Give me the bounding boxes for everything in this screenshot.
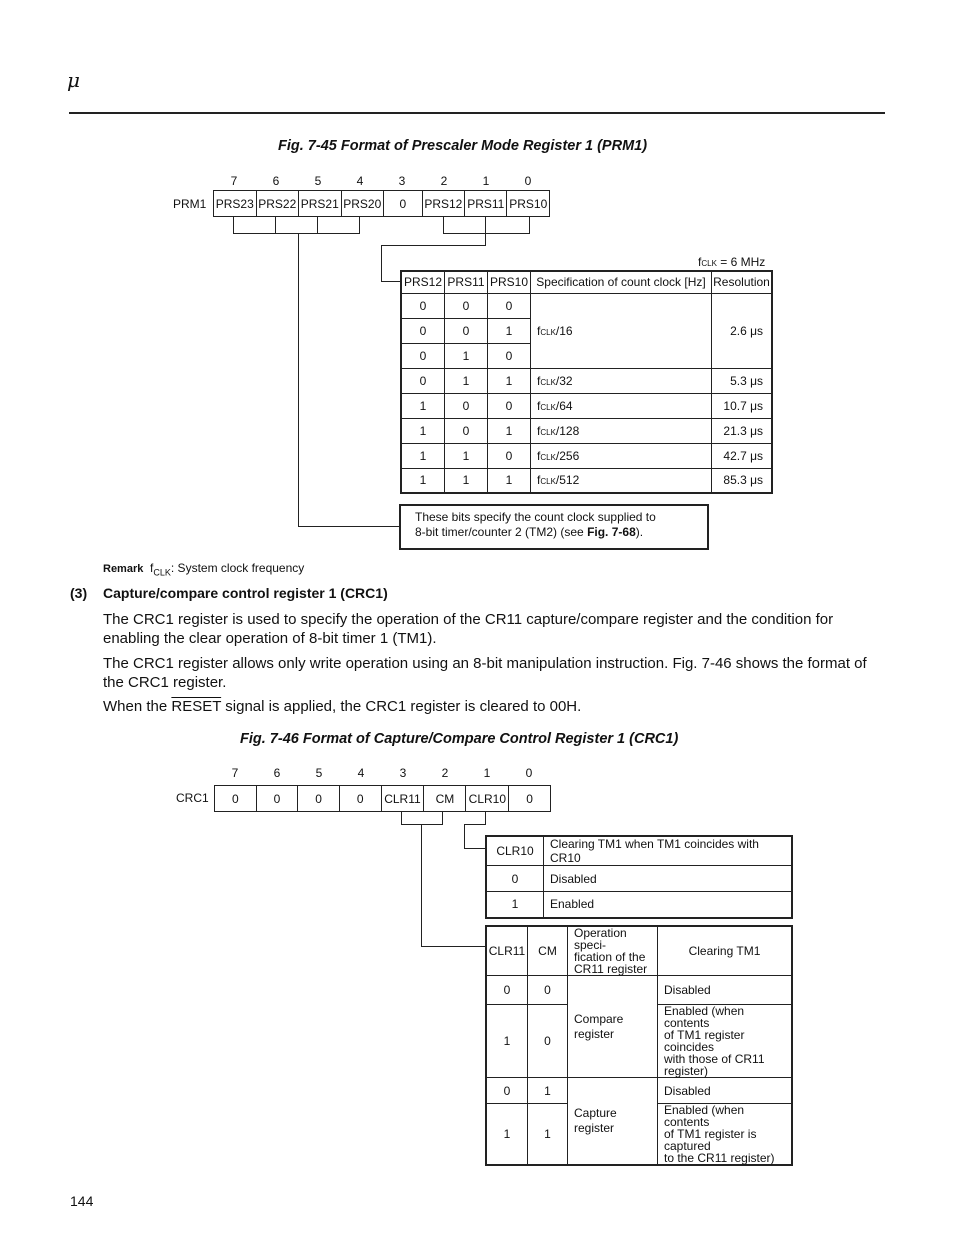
remark-text: : System clock frequency: [170, 561, 305, 575]
fclk-note-val: = 6 MHz: [716, 255, 766, 269]
prs-cell: 1: [401, 443, 445, 468]
remark-sub: CLK: [153, 567, 171, 578]
wire: [233, 217, 234, 234]
bit-cell: PRS10: [507, 191, 550, 217]
prs-header: Resolution: [712, 271, 773, 293]
clr11-cell: Disabled: [658, 976, 793, 1005]
prs-table: [400, 270, 773, 494]
op-compare: Compare register: [568, 976, 658, 1078]
bit-cell: PRS22: [256, 191, 299, 217]
bit-number: 4: [357, 766, 365, 780]
prs-cell: 1: [488, 368, 531, 393]
prs-header: Specification of count clock [Hz]: [531, 271, 712, 293]
bit-cell: CLR10: [466, 786, 509, 812]
fig45-bit-numbers: [213, 174, 549, 188]
prs-cell: 0: [401, 318, 445, 343]
bit-cell: PRS12: [422, 191, 465, 217]
prs-cell: 0: [445, 293, 488, 318]
mu-symbol: μ: [67, 68, 80, 92]
prs-header: PRS11: [445, 271, 488, 293]
clr11-cell: 0: [486, 976, 528, 1005]
clr11-cell: Disabled: [658, 1078, 793, 1104]
fclk-note-sym: f: [698, 255, 702, 269]
res-cell: 42.7 μs: [712, 443, 773, 468]
clr10-cell: Enabled: [544, 892, 793, 918]
prs-cell: 0: [445, 318, 488, 343]
wire: [317, 217, 318, 234]
bit-cell: 0: [256, 786, 298, 812]
bit-number: 1: [482, 174, 490, 188]
fig46-bit-numbers: [214, 766, 550, 780]
prs-cell: 1: [445, 443, 488, 468]
wire: [381, 245, 382, 281]
wire: [464, 848, 485, 849]
prs-cell: 1: [445, 343, 488, 368]
bit-number: 6: [272, 174, 280, 188]
wire: [401, 811, 402, 825]
wire: [421, 946, 485, 947]
wire: [381, 281, 400, 282]
prs-cell: 1: [401, 393, 445, 418]
prs-cell: 0: [488, 343, 531, 368]
clr11-header: Operation speci- fication of the CR11 register: [568, 926, 658, 976]
clr10-cell: 1: [486, 892, 544, 918]
bit-number: 0: [525, 766, 533, 780]
clr11-cell: 0: [528, 976, 568, 1005]
wire: [464, 824, 465, 849]
wire: [401, 824, 443, 825]
wire: [421, 824, 422, 947]
prs-cell: 0: [488, 393, 531, 418]
spec-cell: fCLK/64: [531, 393, 712, 418]
wire: [298, 233, 299, 526]
prs-cell: 1: [401, 468, 445, 493]
bit-number: 4: [356, 174, 364, 188]
op-capture: Capture register: [568, 1078, 658, 1166]
bit-cell: CLR11: [381, 786, 424, 812]
fig45-caption: Fig. 7-45 Format of Prescaler Mode Register 1 (PRM1): [278, 138, 648, 154]
prs-header: PRS12: [401, 271, 445, 293]
fclk-note: [698, 255, 765, 269]
bit-number: 6: [273, 766, 281, 780]
wire: [442, 811, 443, 825]
prm1-register: [213, 190, 550, 217]
section-title: Capture/compare control register 1 (CRC1): [103, 585, 388, 601]
prs-cell: 1: [401, 418, 445, 443]
prs-cell: 0: [401, 343, 445, 368]
wire: [359, 217, 360, 234]
clr11-cell: 1: [528, 1078, 568, 1104]
clr11-cell: 0: [486, 1078, 528, 1104]
wire: [233, 233, 360, 234]
prs-cell: 0: [488, 443, 531, 468]
wire: [485, 811, 486, 825]
bit-cell: 0: [339, 786, 381, 812]
clr10-cell: 0: [486, 866, 544, 892]
bit-cell: CM: [424, 786, 466, 812]
page-number: 144: [70, 1193, 94, 1209]
spec-cell: fCLK/128: [531, 418, 712, 443]
bit-number: 3: [399, 766, 407, 780]
wire: [529, 217, 530, 234]
prs-cell: 0: [401, 293, 445, 318]
res-cell: 10.7 μs: [712, 393, 773, 418]
header-rule: [69, 112, 885, 114]
clr11-cell: 1: [486, 1005, 528, 1078]
bit-cell: 0: [215, 786, 257, 812]
bit-cell: PRS20: [341, 191, 384, 217]
prs-cell: 1: [445, 368, 488, 393]
wire: [443, 217, 444, 234]
prs-cell: 1: [488, 318, 531, 343]
paragraph-2: The CRC1 register allows only write operation using an 8-bit manipulation instruction. Fig. 7-46 shows the format of the CRC1 register.: [103, 655, 867, 691]
bit-number: 5: [315, 766, 323, 780]
res-cell: 21.3 μs: [712, 418, 773, 443]
clr10-table: [485, 835, 793, 919]
bit-cell: PRS23: [214, 191, 257, 217]
prs-cell: 0: [445, 418, 488, 443]
prs-cell: 0: [401, 368, 445, 393]
clr10-cell: Disabled: [544, 866, 793, 892]
bit-number: 7: [230, 174, 238, 188]
prs-header: PRS10: [488, 271, 531, 293]
spec-cell: fCLK/256: [531, 443, 712, 468]
wire: [443, 233, 530, 234]
bit-number: 5: [314, 174, 322, 188]
clr11-cell: 0: [528, 1005, 568, 1078]
note-line-1: These bits specify the count clock supplied to: [415, 510, 656, 524]
bit-cell: 0: [298, 786, 340, 812]
remark: [103, 561, 304, 577]
bit-number: 0: [524, 174, 532, 188]
bit-cell: 0: [509, 786, 551, 812]
spec-cell: fCLK/32: [531, 368, 712, 393]
wire: [485, 217, 486, 245]
fig46-caption: Fig. 7-46 Format of Capture/Compare Control Register 1 (CRC1): [240, 731, 679, 747]
prs-cell: 1: [488, 418, 531, 443]
section-number: (3): [70, 585, 88, 601]
res-cell: 2.6 μs: [712, 293, 773, 368]
clr11-table: [485, 925, 793, 1166]
prs-cell: 1: [488, 468, 531, 493]
remark-label: Remark: [103, 563, 144, 575]
bit-number: 1: [483, 766, 491, 780]
clr11-header: CLR11: [486, 926, 528, 976]
wire: [298, 526, 400, 527]
bit-cell: PRS21: [299, 191, 342, 217]
spec-cell: fCLK/16: [531, 293, 712, 368]
clr10-header: Clearing TM1 when TM1 coincides with CR10: [544, 836, 793, 866]
note-line-2: 8-bit timer/counter 2 (TM2) (see Fig. 7-68).: [415, 525, 644, 539]
res-cell: 85.3 μs: [712, 468, 773, 493]
wire: [275, 217, 276, 234]
bit-number: 3: [398, 174, 406, 188]
paragraph-3: When the RESET signal is applied, the CRC1 register is cleared to 00H.: [103, 698, 582, 715]
bit-cell: 0: [384, 191, 423, 217]
fclk-note-sub: CLK: [701, 259, 717, 268]
clr11-header: Clearing TM1: [658, 926, 793, 976]
crc1-register: [214, 785, 551, 812]
wire: [464, 824, 486, 825]
paragraph-1: The CRC1 register is used to specify the operation of the CR11 capture/compare register and the condition for enabling the clear operation of 8-bit timer 1 (TM1).: [103, 611, 834, 647]
spec-cell: fCLK/512: [531, 468, 712, 493]
prs2-note-box: [399, 504, 709, 550]
clr11-cell: Enabled (when contents of TM1 register is captured to the CR11 register): [658, 1104, 793, 1166]
clr11-cell: Enabled (when contents of TM1 register coincides with those of CR11 register): [658, 1005, 793, 1078]
crc1-label: CRC1: [176, 791, 209, 805]
prs-cell: 0: [488, 293, 531, 318]
wire: [381, 245, 486, 246]
bit-number: 2: [440, 174, 448, 188]
bit-cell: PRS11: [465, 191, 507, 217]
bit-number: 2: [441, 766, 449, 780]
prs-cell: 1: [445, 468, 488, 493]
prs-cell: 0: [445, 393, 488, 418]
remark-sym: f: [150, 561, 154, 575]
bit-number: 7: [231, 766, 239, 780]
clr11-cell: 1: [528, 1104, 568, 1166]
prm1-label: PRM1: [173, 197, 207, 211]
clr11-cell: 1: [486, 1104, 528, 1166]
res-cell: 5.3 μs: [712, 368, 773, 393]
clr10-header: CLR10: [486, 836, 544, 866]
clr11-header: CM: [528, 926, 568, 976]
